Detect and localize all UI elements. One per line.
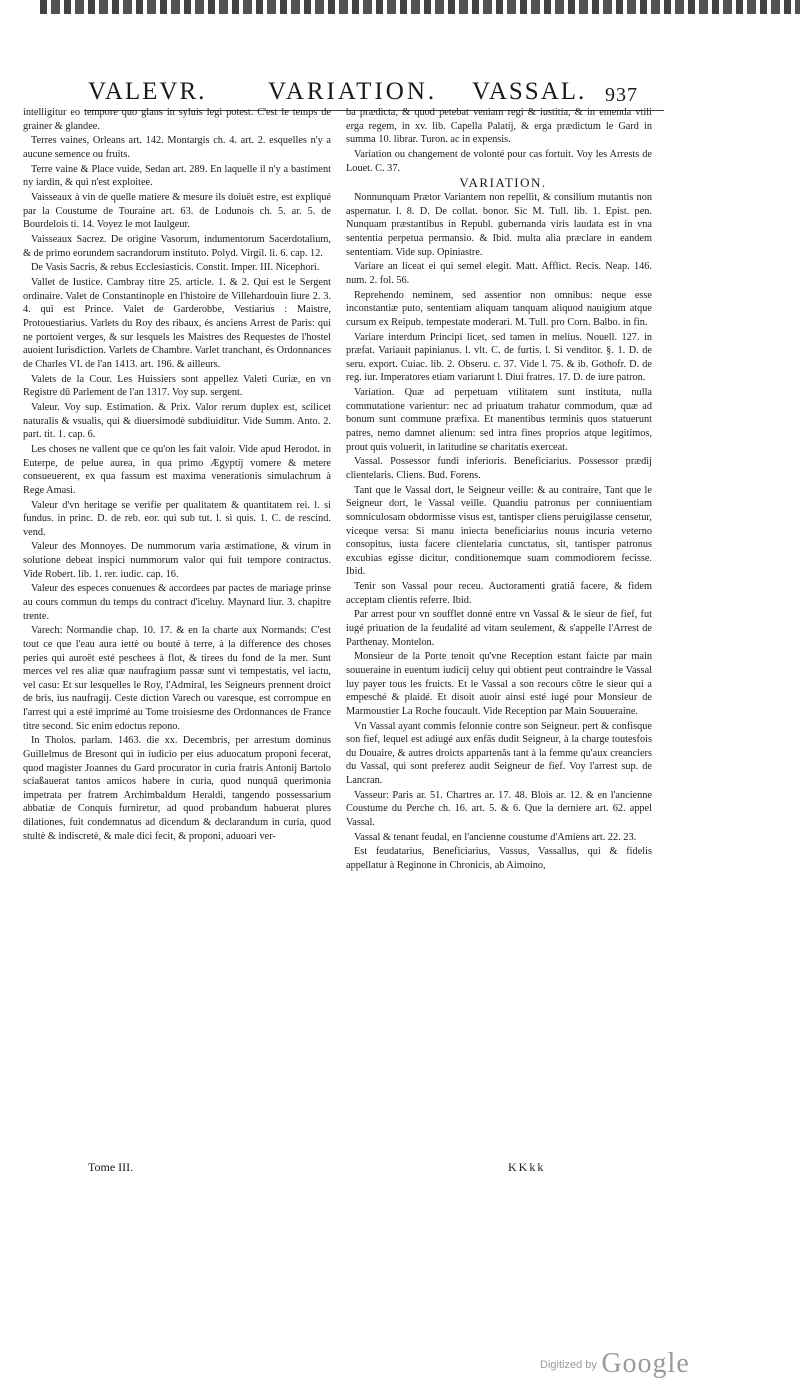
paragraph: Variation ou changement de volonté pour cas fortuit. Voy les Arrests de Louet. C. 37. (346, 148, 652, 174)
paragraph: intelligitur eo tempore quo glans in syluis legi potest. C'est le temps de grainer & glandee. (23, 107, 331, 132)
header-right-word: VASSAL. (472, 78, 587, 105)
watermark-prefix: Digitized by (540, 1359, 597, 1371)
paragraph: Reprehendo neminem, sed assentior non omnibus: neque esse inconstantiæ puto, sententiam aliquam tanquam aliquod nauigium atque cursum ex Reipub. tempestate moderari. M. Tull. pro Corn. Balbo. in fin. (346, 289, 652, 328)
running-header (20, 74, 655, 108)
paragraph: Vasseur: Paris ar. 51. Chartres ar. 17. 48. Blois ar. 12. & en l'ancienne Coustume du Perche ch. 16. art. 5. & 6. Que la derniere art. 62. appel Vassal. (346, 789, 652, 828)
paragraph: Vassal. Possessor fundi inferioris. Beneficiarius. Possessor prædij clientelaris. Cliens. Bud. Forens. (346, 456, 652, 481)
paragraph: Valets de la Cour. Les Huissiers sont appellez Valeti Curiæ, en vn Registre dû Parlement de l'an 1317. Voy sup. sergent. (23, 373, 331, 399)
paragraph: Vaisseaux à vin de quelle matiere & mesure ils doiuët estre, est expliqué par la Coustume de Touraine art. 63. de Lodunois ch. 5. ar. 5. de Bourdelois ti. 14. Voyez le mot Iaulgeur. (23, 192, 331, 231)
paragraph: De Vasis Sacris, & rebus Ecclesiasticis. Constit. Imper. III. Nicephori. (31, 262, 320, 274)
paragraph: Monsieur de la Porte tenoit qu'vne Reception estant faicte par main souueraine in euentum iudicij celuy qui obtient peut contraindre le Vassal luy payer tous les fruicts. Et le Vassal a son recours cõtre le sieur qui a empesché & plaidé. Et disoit auoir ainsi esté iugé pour Monsieur de Marmoustier La Roche foucault. Vide Reception par Main Souueraine. (346, 651, 652, 717)
page-number: 937 (605, 84, 638, 106)
paragraph: In Tholos. parlam. 1463. die xx. Decembris, per arrestum dominus Guillelmus de Bresont qui in iudicio per eius aduocatum proponi fecerat, quod magister Joannes du Gard procurator in curia fratris Antonij Bartolo sciaßauerat tantos amicos habere in curia, quod nunquã querimonia impetrata per fratrem Archimbaldum Heraldi, tangendo possessarium abbatiæ de Conquis furniretur, ad quod probandum habuerat plures dilationes, fuit condemnatus ad dicendum & declarandum in curia, quod stultè & indiscretè, & male dici fecit, & proponi, aduoari ver- (23, 735, 331, 842)
paragraph: ba prædicta, & quod petebat veniam regi & iustitia, & in emenda vtili erga regem, in xv. lib. Capella Palatij, & erga prædictum le Gard in summa 10. librar. Turon. ac in expensis. (346, 107, 652, 146)
paragraph: Variare an liceat ei qui semel elegit. Matt. Afflict. Recis. Neap. 146. num. 2. fol. 56. (346, 261, 652, 286)
paragraph: Est feudatarius, Beneficiarius, Vassus, Vassallus, qui & fidelis appellatur à Reginone in Chronicis, ab Aimoino, (346, 846, 652, 872)
paragraph: Vn Vassal ayant commis felonnie contre son Seigneur. pert & confisque son fief, lequel est adiugé aux enfãs dudit Seigneur, à la charge toutesfois du Douaire, & autres droicts appartenãs tant à la femme qu'aux creanciers du Vassal, qui sont preferez audit Seigneur de fief. Voy l'arrest sup. de Lancran. (346, 720, 652, 786)
volume-label: Tome III. (88, 1160, 134, 1174)
paragraph: Vaisseaux Sacrez. De origine Vasorum, indumentorum Sacerdotalium, & de primo eorundem sacrandorum instituto. Polyd. Virgil. li. 6. cap. 12. (23, 234, 331, 259)
paragraph: Les choses ne vallent que ce qu'on les fait valoir. Vide apud Herodot. in Euterpe, de pelue aurea, in qua primo Ægyptij vomere & metere consueuerent, ex qua fassum est maxima venerationis simulachrum à Rege Amasi. (23, 443, 331, 496)
paragraph: Tant que le Vassal dort, le Seigneur veille: & au contraire, Tant que le Seigneur dort, le Vassal veille. Quandiu patronus per conniuentiam somniculosam obdormisse visus est, tantisper cliens peruigilasse censetur, viceque versa: Si manu iniecta beneficiarius nouus incuria veterno consopitus, iusta facere clientelaria cunctatus, sit, tantisper patronus excubias egisse dicitur, conditionemque suam commodiorem fecisse. Ibid. (346, 484, 652, 578)
paragraph: Nonnunquam Prætor Variantem non repellit, & consilium mutantis non aspernatur. l. 8. D. De collat. bonor. Sic M. Tull. lib. 1. Epist. pen. Nunquam præstantibus in Republ. gubernanda viris laudata est in vna sententia perpetua permansio. & Ibid. multa alia præclare in eandem sententiam. Vide sup. Opiniastre. (346, 192, 652, 258)
paragraph: Valeur des especes conuenues & accordees par pactes de mariage prinse au cours commun du temps du contract d'iceluy. Maynard liur. 3. chapitre trente. (23, 583, 331, 622)
paragraph: Tenir son Vassal pour receu. Auctoramenti gratiã facere, & fidem acceptam clientis referre. Ibid. (346, 581, 652, 606)
paragraph: Varech: Normandie chap. 10. 17. & en la charte aux Normands: C'est tout ce que l'eau aura iettè ou bouté à terre, à la difference des choses peries qui auroët esté peschees à flot, & tirees du fond de la mer. Sunt merces vel res aliæ quæ naufragium passæ sunt vi tempestatis, vel iactu, vel casu: Et sur lesquelles le Roy, l'Admiral, les Seigneurs prennent droict de bris, ius naufragij. Ceste diction Varech ou varesque, est corrompue en l'arrest qui a esté imprimé au Tome troisiesme des Ordonnances de France titre second. Sic enim edoctus repono. (23, 625, 331, 732)
paragraph: Valeur d'vn heritage se verifie per qualitatem & quantitatem rei. l. si fundus. in princ. D. de reb. eor. qui sub tut. l. si quis. 1. C. de rescind. vend. (23, 499, 331, 538)
paragraph: Valeur des Monnoyes. De nummorum varia æstimatione, & virum in solutione debeat inspici nummorum valor qui fuit tempore contractus. Vide Robert. lib. 1. rer. iudic. cap. 16. (23, 541, 331, 580)
right-column (346, 106, 652, 874)
paragraph: Variare interdum Principi licet, sed tamen in melius. Nouell. 127. in præfat. Variauit papinianus. l. vlt. C. de furtis. l. Si venditor. §. 1. D. de seru. export. Cuiac. lib. 2. Obseru. c. 37. Vide l. 75. & ib. Gothofr. D. de reg. iur. Imperatores etiam variarunt l. Diui fratres. 17. D. de iure patron. (346, 331, 652, 384)
signature-mark: KKkk (508, 1160, 546, 1174)
digitized-watermark (540, 1348, 690, 1380)
left-column (23, 106, 331, 844)
paragraph: Vassal & tenant feudal, en l'ancienne coustume d'Amiens art. 22. 23. (354, 831, 637, 843)
paragraph: Terre vaine & Place vuide, Sedan art. 289. En laquelle il n'y a bastiment ny iardin, & qui n'est exploitee. (23, 163, 331, 189)
google-logo: Google (601, 1348, 690, 1379)
book-page (20, 74, 655, 872)
paragraph: Par arrest pour vn soufflet donné entre vn Vassal & le sieur de fief, fut iugé priuation de la feudalité ad vitam seulement, & s'appelle l'Arrest de Parthenay. Montelon. (346, 609, 652, 648)
paragraph: Vallet de Iustice. Cambray titre 25. article. 1. & 2. Qui est le Sergent ordinaire. Valet de Constantinople en l'histoire de Villehardouin liure 2. 3. 4. qui est Prince. Valet de Garderobbe, Vestiarius : Maistre, Protouestiarius. Varlets du Roy des ribaux, és anciens Arrest de Paris: qui ne portoient verges, & sur lesquels les Maistres des Requestes de l'hostel auoient Iurisdiction. Varlets de Chambre. Varlet tranchant, és Ordonnances de Charles VI. de l'an 1413. art. 196. & ailleurs. (23, 277, 331, 370)
header-left-word: VALEVR. (88, 78, 207, 105)
section-title: VARIATION. (459, 175, 547, 191)
header-center-word: VARIATION. (268, 78, 438, 105)
scan-top-edge (40, 0, 800, 14)
paragraph: Variation. Quæ ad perpetuam vtilitatem sunt instituta, nulla commutatione varientur: nec ad priuatum trahatur commodum, quæ ad bonum sunt commune præfixa. Et manentibus terminis quos statuerunt patres, nemo damnet alienum: sed intra fines proprios atque legitimos, prout quis voluerit, in latitudine se charitatis exerceat. (346, 387, 652, 453)
paragraph: Valeur. Voy sup. Estimation. & Prix. Valor rerum duplex est, scilicet naturalis & vsualis, qui & diuersimodè subdiuiditur. Vide Summ. Anto. 2. part. tit. 1. cap. 6. (23, 401, 331, 441)
paragraph: Terres vaines, Orleans art. 142. Montargis ch. 4. art. 2. esquelles n'y a aucune semence ou fruits. (23, 135, 331, 160)
